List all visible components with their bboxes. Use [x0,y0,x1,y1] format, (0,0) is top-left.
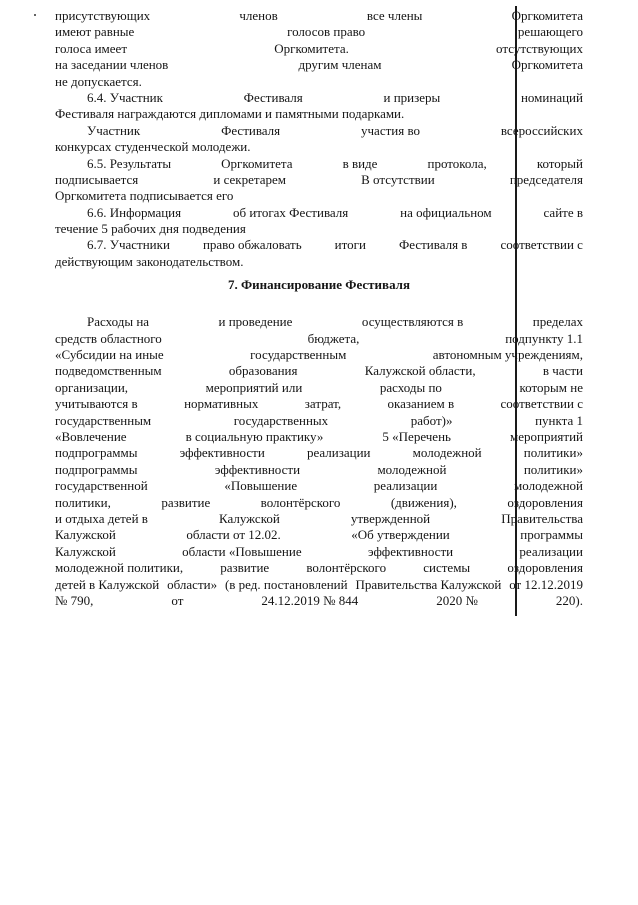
text-line: подведомственным образования Калужской области, в части [55,363,583,379]
text-line: не допускается. [55,73,142,89]
text-line: подпрограммы эффективности реализации молодежной политики» [55,445,583,461]
text-line: учитываются в нормативных затрат, оказанием в соответствии с [55,396,583,412]
text-line [55,609,583,625]
text-line: 6.4. Участник Фестиваля и призеры номинаций [87,89,583,105]
text-line: «Субсидии на иные государственным автономным учреждениям, [55,347,583,363]
text-line: Оргкомитета подписывается его [55,188,234,204]
text-line: и отдыха детей в Калужской утвержденной Правительства [55,510,583,526]
text-line: имеют равные голосов право решающего [55,24,583,40]
text-line: детей в Калужской области» (в ред. постановлений Правительства Калужской от 12.12.2019 [55,576,583,592]
text-line: Участник Фестиваля участия во всероссийских [87,122,583,138]
text-line: подпрограммы эффективности молодежной политики» [55,461,583,477]
text-line: действующим законодательством. [55,253,244,269]
text-line: Расходы на и проведение осуществляются в пределах [87,314,583,330]
document-body [55,8,583,626]
text-line: № 790, от 24.12.2019 № 844 2020 № 220). [55,592,583,608]
text-line: на заседании членов другим членам Оргкомитета [55,57,583,73]
text-line: 6.7. Участники право обжаловать итоги Фестиваля в соответствии с [87,237,583,253]
text-line: течение 5 рабочих дня подведения [55,221,246,237]
text-line: Фестиваля награждаются дипломами и памятными подарками. [55,106,405,122]
text-line: Калужской области от 12.02. «Об утверждении программы [55,527,583,543]
text-line: молодежной политики, развитие волонтёрского системы оздоровления [55,560,583,576]
text-line: 6.5. Результаты Оргкомитета в виде протокола, который [87,155,583,171]
section-heading: 7. Финансирование Фестиваля [227,277,411,293]
text-line: Калужской области «Повышение эффективности реализации [55,543,583,559]
scan-speck [34,14,36,16]
text-line: организации, мероприятий или расходы по которым не [55,379,583,395]
text-line: голоса имеет Оргкомитета. отсутствующих [55,40,583,56]
text-line: средств областного бюджета, подпункту 1.1 [55,330,583,346]
text-line: государственной «Повышение реализации молодежной [55,478,583,494]
text-line: политики, развитие волонтёрского (движения), оздоровления [55,494,583,510]
text-line: государственным государственных работ)» пункта 1 [55,412,583,428]
text-line: подписывается и секретарем В отсутствии председателя [55,171,583,187]
text-line: конкурсах студенческой молодежи. [55,139,251,155]
text-line: присутствующих членов все члены Оргкомитета [55,8,583,23]
text-line: «Вовлечение в социальную практику» 5 «Перечень мероприятий [55,428,583,444]
text-line: 6.6. Информация об итогах Фестиваля на официальном сайте в [87,204,583,220]
